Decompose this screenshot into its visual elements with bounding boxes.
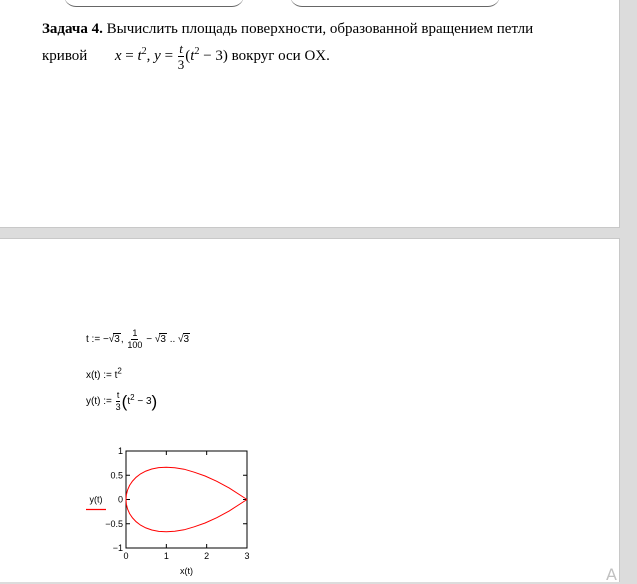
task-text: Вычислить площадь поверхности, образованной вращением петли (102, 21, 534, 37)
var-x: x (114, 47, 122, 64)
x-tick-label: 0 (123, 551, 129, 561)
mathcad-t-range-definition: t := −√3, $\frac{1}{100}$ − √3 .. √3 (86, 328, 190, 350)
comma: , (146, 47, 151, 64)
y-tick-label: −1 (112, 543, 123, 553)
var-y: y (154, 47, 161, 64)
minus-sign: − (143, 334, 155, 346)
mathcad-x-definition (86, 366, 122, 381)
cut-off-formula-arc (290, 0, 500, 7)
document-page-1 (0, 0, 620, 228)
mathcad-y-definition (86, 391, 157, 412)
paren: ( (185, 47, 191, 64)
plot-frame (126, 451, 247, 548)
exponent: 2 (194, 45, 200, 57)
x-tick-label: 2 (204, 551, 210, 561)
task-prefix: кривой (42, 47, 88, 64)
separator: , (120, 334, 127, 346)
fraction-denominator: 100 (127, 340, 143, 350)
minus-three: − 3 (134, 396, 152, 408)
fraction-denominator: 3 (177, 57, 185, 72)
paren-open: ( (121, 392, 128, 411)
exponent: 2 (130, 392, 135, 402)
cut-off-formula-arc (64, 0, 244, 7)
sqrt-arg: 3 (183, 334, 190, 346)
t-def-lhs: t := − (86, 334, 109, 346)
task-formula-line (42, 42, 330, 71)
var-t: t (137, 47, 142, 64)
y-tick-label: −0.5 (105, 518, 123, 529)
fraction-t-over-3 (116, 391, 121, 412)
x-def-lhs: x(t) := t (86, 370, 118, 381)
equals-sign: = (121, 47, 138, 64)
exponent: 2 (117, 366, 122, 376)
range-operator: .. (166, 334, 179, 346)
y-tick-label: 0.5 (110, 470, 123, 481)
x-tick-label: 1 (163, 551, 169, 561)
parametric-plot[interactable] (78, 442, 268, 581)
minus-three: − 3) (199, 47, 228, 64)
fraction-numerator: 1 (132, 328, 138, 338)
fraction-numerator: t (116, 390, 120, 400)
equals-sign: = (160, 47, 177, 64)
fraction-t-over-3 (178, 42, 185, 71)
y-tick-label: 1 (117, 446, 123, 456)
corner-a-glyph: A (606, 565, 617, 584)
task-number: Задача 4. (42, 21, 103, 37)
step-fraction (127, 329, 142, 350)
var-t: t (190, 47, 195, 64)
sqrt-arg: 3 (160, 334, 166, 346)
x-tick-label: 3 (244, 551, 250, 561)
fraction-denominator: 3 (115, 402, 121, 412)
paren-close: ) (151, 392, 158, 411)
y-def-lhs: y(t) := (86, 396, 115, 408)
var-t: t (127, 396, 131, 408)
sqrt-arg: 3 (114, 334, 120, 346)
x-axis-label: x(t) (180, 566, 193, 576)
y-axis-label: y(t) (89, 494, 103, 505)
exponent: 2 (141, 45, 147, 57)
series-line (126, 467, 247, 532)
task-suffix: вокруг оси OX. (231, 47, 330, 64)
task-heading-line (42, 21, 533, 38)
fraction-numerator: t (179, 41, 183, 56)
y-tick-label: 0 (117, 494, 123, 505)
